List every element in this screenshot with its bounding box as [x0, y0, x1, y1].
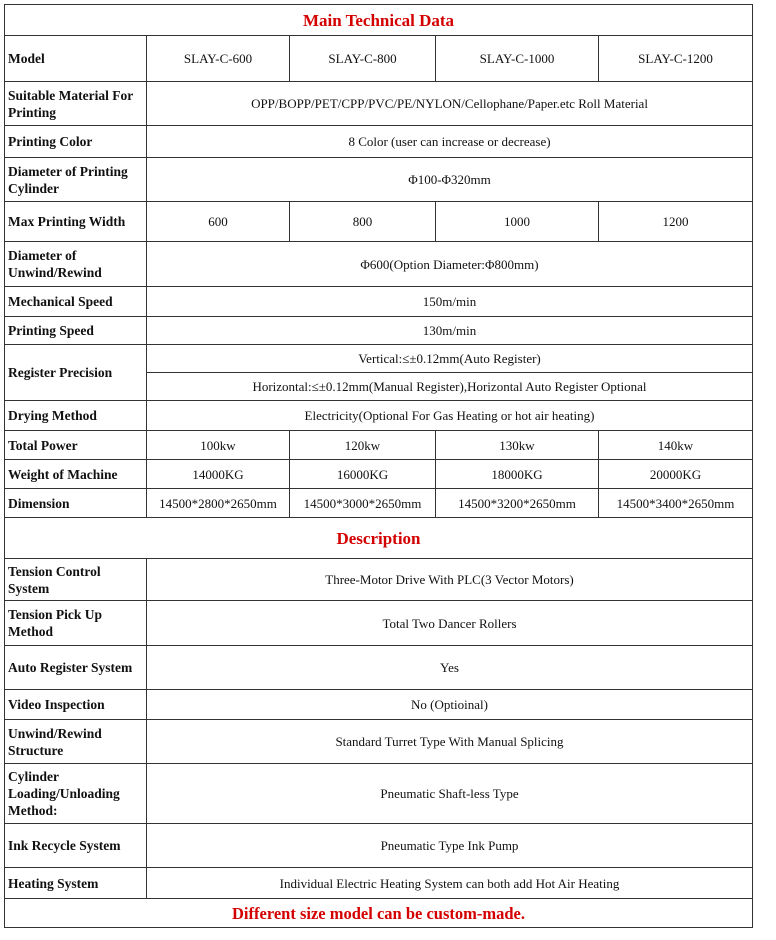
row-label: Printing Speed [5, 317, 147, 345]
row-value: No (Optioinal) [147, 690, 753, 720]
desc-row-tension-pickup [5, 601, 753, 646]
register-horizontal: Horizontal:≤±0.12mm(Manual Register),Horizontal Auto Register Optional [147, 373, 753, 401]
technical-data-table [4, 4, 753, 928]
spec-row-weight [5, 460, 753, 489]
row-value: Electricity(Optional For Gas Heating or hot air heating) [147, 401, 753, 431]
desc-row-heating [5, 868, 753, 899]
row-label: Unwind/Rewind Structure [5, 720, 147, 764]
model-cell: SLAY-C-800 [290, 36, 436, 82]
row-label: Diameter of Printing Cylinder [5, 158, 147, 202]
dimension-cell: 14500*2800*2650mm [147, 489, 290, 518]
weight-cell: 14000KG [147, 460, 290, 489]
power-cell: 140kw [599, 431, 753, 460]
spec-row-mech-speed [5, 287, 753, 317]
row-label: Cylinder Loading/Unloading Method: [5, 764, 147, 824]
row-label: Tension Control System [5, 559, 147, 601]
dimension-cell: 14500*3200*2650mm [436, 489, 599, 518]
desc-row-video [5, 690, 753, 720]
main-title-row [5, 5, 753, 36]
row-value: 130m/min [147, 317, 753, 345]
footer-row [5, 899, 753, 928]
main-title: Main Technical Data [5, 5, 753, 36]
desc-row-ink-recycle [5, 824, 753, 868]
row-value: 150m/min [147, 287, 753, 317]
row-value: Standard Turret Type With Manual Splicing [147, 720, 753, 764]
row-value: Individual Electric Heating System can both add Hot Air Heating [147, 868, 753, 899]
model-cell: SLAY-C-1000 [436, 36, 599, 82]
dimension-cell: 14500*3000*2650mm [290, 489, 436, 518]
spec-row-max-width [5, 202, 753, 242]
desc-row-cylinder-loading [5, 764, 753, 824]
spec-row-unwind-diameter [5, 242, 753, 287]
model-cell: SLAY-C-600 [147, 36, 290, 82]
row-label: Max Printing Width [5, 202, 147, 242]
row-label: Drying Method [5, 401, 147, 431]
row-value: Φ600(Option Diameter:Φ800mm) [147, 242, 753, 287]
row-value: Total Two Dancer Rollers [147, 601, 753, 646]
custom-size-note: Different size model can be custom-made. [5, 899, 753, 928]
dimension-cell: 14500*3400*2650mm [599, 489, 753, 518]
row-label: Heating System [5, 868, 147, 899]
spec-row-register-vertical [5, 345, 753, 373]
row-label: Model [5, 36, 147, 82]
row-value: Three-Motor Drive With PLC(3 Vector Motors) [147, 559, 753, 601]
row-label: Dimension [5, 489, 147, 518]
weight-cell: 16000KG [290, 460, 436, 489]
row-label: Total Power [5, 431, 147, 460]
row-value: OPP/BOPP/PET/CPP/PVC/PE/NYLON/Cellophane/Paper.etc Roll Material [147, 82, 753, 126]
model-cell: SLAY-C-1200 [599, 36, 753, 82]
spec-row-power [5, 431, 753, 460]
register-vertical: Vertical:≤±0.12mm(Auto Register) [147, 345, 753, 373]
row-value: Yes [147, 646, 753, 690]
row-label: Printing Color [5, 126, 147, 158]
width-cell: 800 [290, 202, 436, 242]
row-label: Register Precision [5, 345, 147, 401]
spec-row-cylinder-diameter [5, 158, 753, 202]
desc-row-auto-register [5, 646, 753, 690]
width-cell: 600 [147, 202, 290, 242]
row-value: Pneumatic Shaft-less Type [147, 764, 753, 824]
row-label: Diameter of Unwind/Rewind [5, 242, 147, 287]
desc-row-unwind-structure [5, 720, 753, 764]
weight-cell: 18000KG [436, 460, 599, 489]
power-cell: 120kw [290, 431, 436, 460]
row-label: Suitable Material For Printing [5, 82, 147, 126]
spec-row-color [5, 126, 753, 158]
power-cell: 130kw [436, 431, 599, 460]
description-title-row [5, 518, 753, 559]
row-label: Tension Pick Up Method [5, 601, 147, 646]
row-label: Video Inspection [5, 690, 147, 720]
power-cell: 100kw [147, 431, 290, 460]
row-label: Auto Register System [5, 646, 147, 690]
row-label: Weight of Machine [5, 460, 147, 489]
description-title: Description [5, 518, 753, 559]
row-label: Mechanical Speed [5, 287, 147, 317]
spec-row-model [5, 36, 753, 82]
row-label: Ink Recycle System [5, 824, 147, 868]
spec-row-dimension [5, 489, 753, 518]
row-value: 8 Color (user can increase or decrease) [147, 126, 753, 158]
weight-cell: 20000KG [599, 460, 753, 489]
desc-row-tension-control [5, 559, 753, 601]
width-cell: 1000 [436, 202, 599, 242]
row-value: Φ100-Φ320mm [147, 158, 753, 202]
spec-row-drying [5, 401, 753, 431]
row-value: Pneumatic Type Ink Pump [147, 824, 753, 868]
spec-row-material [5, 82, 753, 126]
spec-row-print-speed [5, 317, 753, 345]
width-cell: 1200 [599, 202, 753, 242]
